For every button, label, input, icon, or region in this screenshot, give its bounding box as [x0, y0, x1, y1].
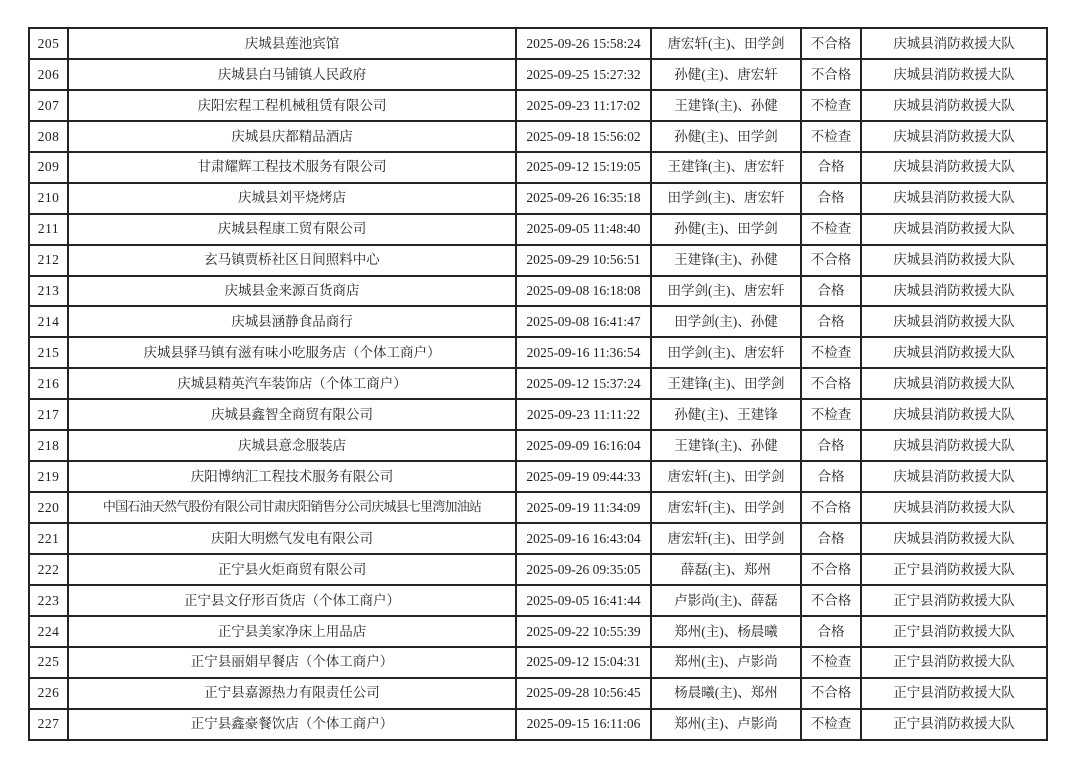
- cell-brigade: 庆城县消防救援大队: [861, 245, 1047, 276]
- cell-inspectors: 郑州(主)、卢影尚: [651, 647, 801, 678]
- cell-inspectors: 王建锋(主)、孙健: [651, 430, 801, 461]
- cell-check-time: 2025-09-05 16:41:44: [516, 585, 651, 616]
- cell-unit-name: 正宁县嘉源热力有限责任公司: [68, 678, 516, 709]
- cell-result: 不合格: [801, 28, 861, 59]
- cell-inspectors: 郑州(主)、卢影尚: [651, 709, 801, 740]
- cell-inspectors: 唐宏轩(主)、田学剑: [651, 523, 801, 554]
- table-row: [29, 678, 1047, 709]
- cell-seq: 219: [29, 461, 68, 492]
- cell-check-time: 2025-09-28 10:56:45: [516, 678, 651, 709]
- cell-brigade: 正宁县消防救援大队: [861, 585, 1047, 616]
- cell-brigade: 庆城县消防救援大队: [861, 523, 1047, 554]
- cell-check-time: 2025-09-26 09:35:05: [516, 554, 651, 585]
- cell-unit-name: 庆城县金来源百货商店: [68, 276, 516, 307]
- cell-check-time: 2025-09-05 11:48:40: [516, 214, 651, 245]
- table-row: [29, 585, 1047, 616]
- cell-result: 合格: [801, 306, 861, 337]
- cell-unit-name: 正宁县鑫豪餐饮店（个体工商户）: [68, 709, 516, 740]
- cell-seq: 206: [29, 59, 68, 90]
- cell-check-time: 2025-09-19 09:44:33: [516, 461, 651, 492]
- cell-brigade: 庆城县消防救援大队: [861, 90, 1047, 121]
- cell-unit-name: 正宁县丽娟早餐店（个体工商户）: [68, 647, 516, 678]
- cell-inspectors: 王建锋(主)、孙健: [651, 90, 801, 121]
- cell-unit-name: 玄马镇贾桥社区日间照料中心: [68, 245, 516, 276]
- cell-unit-name: 正宁县文仔形百货店（个体工商户）: [68, 585, 516, 616]
- cell-check-time: 2025-09-26 15:58:24: [516, 28, 651, 59]
- cell-brigade: 庆城县消防救援大队: [861, 337, 1047, 368]
- cell-seq: 212: [29, 245, 68, 276]
- cell-inspectors: 郑州(主)、杨晨曦: [651, 616, 801, 647]
- cell-inspectors: 田学剑(主)、唐宏轩: [651, 276, 801, 307]
- cell-seq: 213: [29, 276, 68, 307]
- cell-seq: 208: [29, 121, 68, 152]
- cell-unit-name: 庆城县鑫智全商贸有限公司: [68, 399, 516, 430]
- cell-result: 合格: [801, 276, 861, 307]
- table-row: [29, 28, 1047, 59]
- cell-result: 不检查: [801, 399, 861, 430]
- cell-check-time: 2025-09-16 11:36:54: [516, 337, 651, 368]
- table-row: [29, 214, 1047, 245]
- table-row: [29, 337, 1047, 368]
- table-row: [29, 152, 1047, 183]
- table-row: [29, 306, 1047, 337]
- cell-result: 不检查: [801, 709, 861, 740]
- cell-brigade: 庆城县消防救援大队: [861, 492, 1047, 523]
- cell-unit-name: 庆阳博纳汇工程技术服务有限公司: [68, 461, 516, 492]
- cell-result: 合格: [801, 183, 861, 214]
- table-row: [29, 523, 1047, 554]
- table-row: [29, 430, 1047, 461]
- cell-check-time: 2025-09-12 15:37:24: [516, 368, 651, 399]
- table-row: [29, 183, 1047, 214]
- cell-seq: 211: [29, 214, 68, 245]
- cell-brigade: 庆城县消防救援大队: [861, 121, 1047, 152]
- cell-result: 不检查: [801, 647, 861, 678]
- cell-check-time: 2025-09-12 15:19:05: [516, 152, 651, 183]
- cell-unit-name: 庆城县莲池宾馆: [68, 28, 516, 59]
- cell-result: 不检查: [801, 90, 861, 121]
- table-row: [29, 616, 1047, 647]
- fire-inspection-table: [28, 27, 1048, 741]
- cell-inspectors: 唐宏轩(主)、田学剑: [651, 492, 801, 523]
- cell-seq: 217: [29, 399, 68, 430]
- cell-result: 不合格: [801, 678, 861, 709]
- cell-seq: 215: [29, 337, 68, 368]
- cell-seq: 207: [29, 90, 68, 121]
- cell-inspectors: 薛磊(主)、郑州: [651, 554, 801, 585]
- cell-brigade: 正宁县消防救援大队: [861, 554, 1047, 585]
- cell-seq: 225: [29, 647, 68, 678]
- table-row: [29, 276, 1047, 307]
- cell-result: 不检查: [801, 337, 861, 368]
- cell-check-time: 2025-09-26 16:35:18: [516, 183, 651, 214]
- cell-result: 合格: [801, 523, 861, 554]
- cell-brigade: 庆城县消防救援大队: [861, 306, 1047, 337]
- cell-check-time: 2025-09-19 11:34:09: [516, 492, 651, 523]
- cell-result: 不合格: [801, 492, 861, 523]
- cell-brigade: 庆城县消防救援大队: [861, 368, 1047, 399]
- cell-seq: 205: [29, 28, 68, 59]
- table-row: [29, 461, 1047, 492]
- cell-check-time: 2025-09-22 10:55:39: [516, 616, 651, 647]
- table-row: [29, 59, 1047, 90]
- cell-seq: 216: [29, 368, 68, 399]
- cell-inspectors: 孙健(主)、田学剑: [651, 214, 801, 245]
- table-row: [29, 554, 1047, 585]
- cell-inspectors: 唐宏轩(主)、田学剑: [651, 461, 801, 492]
- cell-brigade: 庆城县消防救援大队: [861, 461, 1047, 492]
- cell-inspectors: 唐宏轩(主)、田学剑: [651, 28, 801, 59]
- cell-check-time: 2025-09-29 10:56:51: [516, 245, 651, 276]
- table-row: [29, 121, 1047, 152]
- cell-inspectors: 孙健(主)、王建锋: [651, 399, 801, 430]
- cell-inspectors: 田学剑(主)、孙健: [651, 306, 801, 337]
- cell-unit-name: 正宁县火炬商贸有限公司: [68, 554, 516, 585]
- cell-unit-name: 庆城县涵静食品商行: [68, 306, 516, 337]
- cell-unit-name: 庆城县驿马镇有滋有味小吃服务店（个体工商户）: [68, 337, 516, 368]
- cell-brigade: 正宁县消防救援大队: [861, 709, 1047, 740]
- cell-seq: 227: [29, 709, 68, 740]
- cell-brigade: 庆城县消防救援大队: [861, 59, 1047, 90]
- cell-check-time: 2025-09-08 16:41:47: [516, 306, 651, 337]
- cell-check-time: 2025-09-09 16:16:04: [516, 430, 651, 461]
- cell-check-time: 2025-09-25 15:27:32: [516, 59, 651, 90]
- cell-seq: 220: [29, 492, 68, 523]
- cell-seq: 221: [29, 523, 68, 554]
- cell-brigade: 庆城县消防救援大队: [861, 183, 1047, 214]
- cell-unit-name: 庆阳大明燃气发电有限公司: [68, 523, 516, 554]
- cell-seq: 214: [29, 306, 68, 337]
- cell-unit-name: 庆城县精英汽车装饰店（个体工商户）: [68, 368, 516, 399]
- cell-inspectors: 孙健(主)、唐宏轩: [651, 59, 801, 90]
- cell-check-time: 2025-09-12 15:04:31: [516, 647, 651, 678]
- cell-inspectors: 王建锋(主)、田学剑: [651, 368, 801, 399]
- cell-brigade: 正宁县消防救援大队: [861, 678, 1047, 709]
- cell-brigade: 庆城县消防救援大队: [861, 214, 1047, 245]
- cell-seq: 209: [29, 152, 68, 183]
- cell-seq: 223: [29, 585, 68, 616]
- table-row: [29, 368, 1047, 399]
- cell-unit-name: 庆城县刘平烧烤店: [68, 183, 516, 214]
- cell-inspectors: 田学剑(主)、唐宏轩: [651, 337, 801, 368]
- cell-result: 不合格: [801, 585, 861, 616]
- cell-inspectors: 杨晨曦(主)、郑州: [651, 678, 801, 709]
- cell-result: 不检查: [801, 121, 861, 152]
- cell-result: 不合格: [801, 368, 861, 399]
- cell-unit-name: 正宁县美家净床上用品店: [68, 616, 516, 647]
- table-row: [29, 90, 1047, 121]
- cell-unit-name: 中国石油天然气股份有限公司甘肃庆阳销售分公司庆城县七里湾加油站: [68, 492, 516, 523]
- cell-seq: 224: [29, 616, 68, 647]
- cell-result: 合格: [801, 152, 861, 183]
- cell-inspectors: 卢影尚(主)、薛磊: [651, 585, 801, 616]
- cell-unit-name: 庆城县程康工贸有限公司: [68, 214, 516, 245]
- cell-seq: 218: [29, 430, 68, 461]
- cell-result: 不检查: [801, 214, 861, 245]
- cell-check-time: 2025-09-16 16:43:04: [516, 523, 651, 554]
- cell-result: 合格: [801, 616, 861, 647]
- cell-brigade: 庆城县消防救援大队: [861, 28, 1047, 59]
- cell-unit-name: 甘肃耀辉工程技术服务有限公司: [68, 152, 516, 183]
- cell-unit-name: 庆城县白马铺镇人民政府: [68, 59, 516, 90]
- cell-brigade: 庆城县消防救援大队: [861, 276, 1047, 307]
- cell-seq: 222: [29, 554, 68, 585]
- table-body: [29, 28, 1047, 740]
- cell-seq: 210: [29, 183, 68, 214]
- cell-check-time: 2025-09-23 11:11:22: [516, 399, 651, 430]
- cell-unit-name: 庆城县意念服装店: [68, 430, 516, 461]
- table-row: [29, 399, 1047, 430]
- cell-check-time: 2025-09-18 15:56:02: [516, 121, 651, 152]
- cell-brigade: 正宁县消防救援大队: [861, 616, 1047, 647]
- cell-brigade: 庆城县消防救援大队: [861, 152, 1047, 183]
- table-row: [29, 709, 1047, 740]
- cell-inspectors: 孙健(主)、田学剑: [651, 121, 801, 152]
- cell-unit-name: 庆阳宏程工程机械租赁有限公司: [68, 90, 516, 121]
- cell-inspectors: 田学剑(主)、唐宏轩: [651, 183, 801, 214]
- cell-seq: 226: [29, 678, 68, 709]
- cell-brigade: 正宁县消防救援大队: [861, 647, 1047, 678]
- cell-check-time: 2025-09-15 16:11:06: [516, 709, 651, 740]
- cell-result: 不合格: [801, 245, 861, 276]
- cell-unit-name: 庆城县庆都精品酒店: [68, 121, 516, 152]
- cell-inspectors: 王建锋(主)、孙健: [651, 245, 801, 276]
- cell-result: 合格: [801, 461, 861, 492]
- cell-result: 不合格: [801, 554, 861, 585]
- cell-inspectors: 王建锋(主)、唐宏轩: [651, 152, 801, 183]
- table-row: [29, 492, 1047, 523]
- cell-result: 合格: [801, 430, 861, 461]
- cell-brigade: 庆城县消防救援大队: [861, 430, 1047, 461]
- cell-brigade: 庆城县消防救援大队: [861, 399, 1047, 430]
- cell-result: 不合格: [801, 59, 861, 90]
- cell-check-time: 2025-09-08 16:18:08: [516, 276, 651, 307]
- table-row: [29, 647, 1047, 678]
- cell-check-time: 2025-09-23 11:17:02: [516, 90, 651, 121]
- table-row: [29, 245, 1047, 276]
